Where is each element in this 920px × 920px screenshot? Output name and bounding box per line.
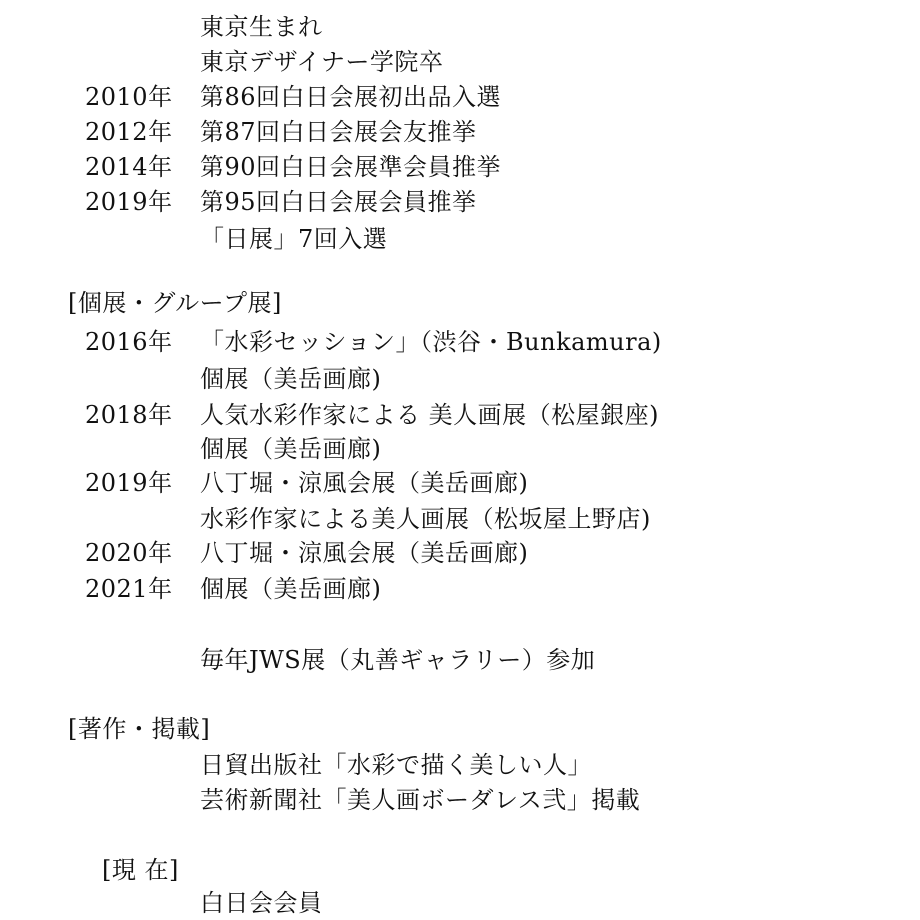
entry-text: 白日会会員 [200,889,323,917]
publications-heading: [著作・掲載] [68,715,211,743]
year-label: 2012年 [85,118,173,146]
entry-text: 人気水彩作家による 美人画展（松屋銀座) [200,401,659,429]
year-label: 2019年 [85,469,173,497]
entry-text: 八丁堀・涼風会展（美岳画廊) [200,469,529,497]
entry-text: 第86回白日会展初出品入選 [200,83,502,111]
entry-text: 第95回白日会展会員推挙 [200,188,477,216]
year-label: 2014年 [85,153,173,181]
entry-text: 東京生まれ [200,13,323,41]
entry-text: 毎年JWS展（丸善ギャラリー）参加 [200,646,596,674]
entry-text: 個展（美岳画廊) [200,435,382,463]
entry-text: 芸術新聞社「美人画ボーダレス弐」掲載 [200,786,641,814]
entry-text: 東京デザイナー学院卒 [200,48,444,76]
year-label: 2021年 [85,575,173,603]
current-heading: [現 在] [102,856,179,884]
entry-text: 日貿出版社「水彩で描く美しい人」 [200,751,592,779]
entry-text: 水彩作家による美人画展（松坂屋上野店) [200,505,651,533]
year-label: 2018年 [85,401,173,429]
entry-text: 「日展」7回入選 [200,225,388,253]
entry-text: 個展（美岳画廊) [200,575,382,603]
entry-text: 個展（美岳画廊) [200,365,382,393]
exhibitions-heading: [個展・グループ展] [68,289,282,317]
year-label: 2010年 [85,83,173,111]
entry-text: 第90回白日会展準会員推挙 [200,153,502,181]
entry-text: 「水彩セッション」（渋谷・Bunkamura) [200,328,662,356]
entry-text: 第87回白日会展会友推挙 [200,118,477,146]
year-label: 2016年 [85,328,173,356]
year-label: 2019年 [85,188,173,216]
entry-text: 八丁堀・涼風会展（美岳画廊) [200,539,529,567]
year-label: 2020年 [85,539,173,567]
